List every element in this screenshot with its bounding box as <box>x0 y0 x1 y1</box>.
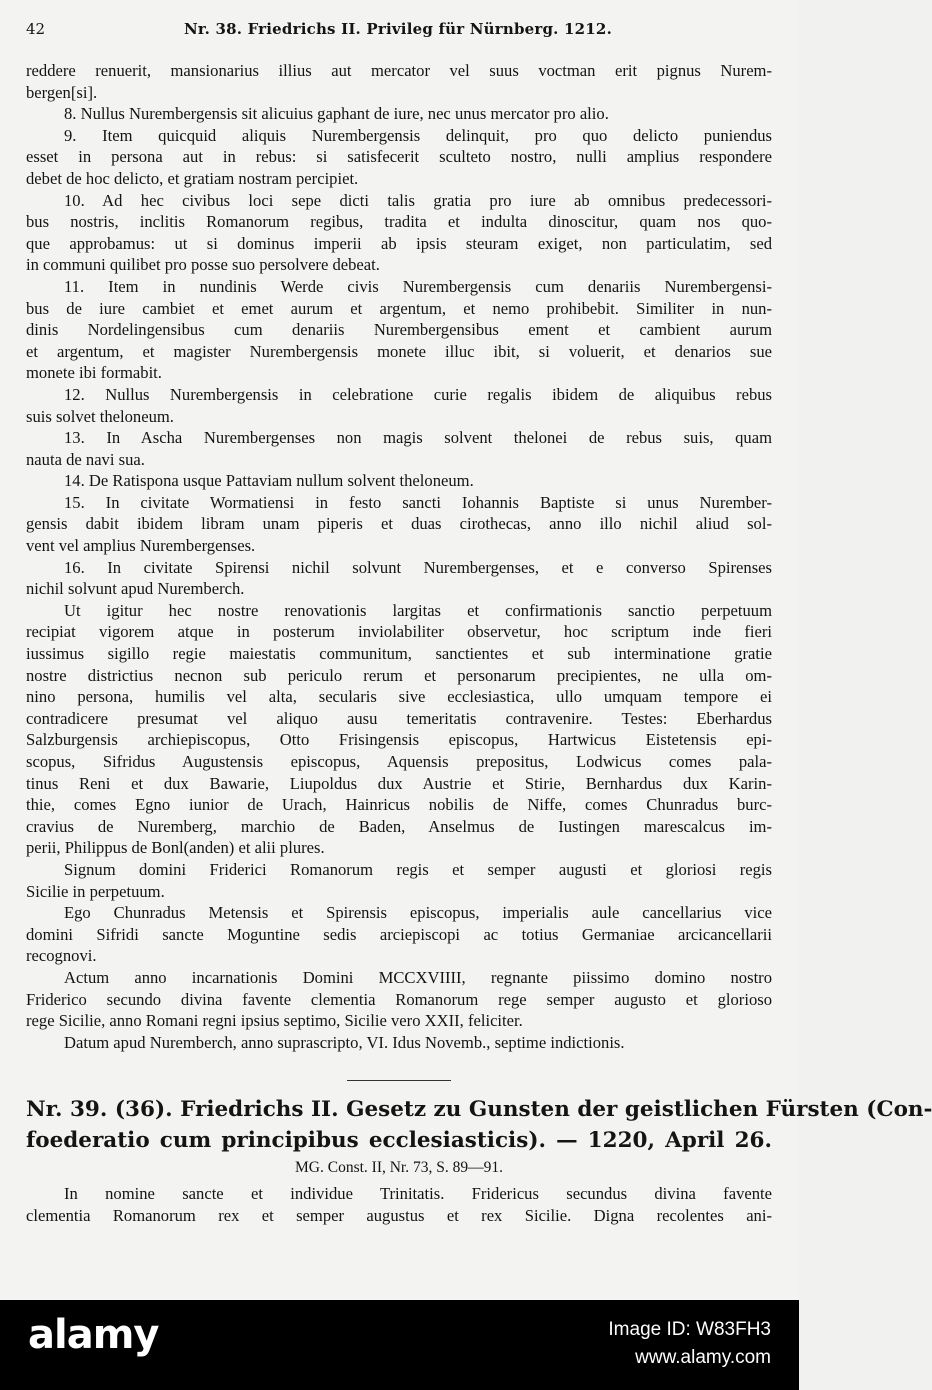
text-line: 14. De Ratispona usque Pattaviam nullum solvent theloneum. <box>64 471 474 491</box>
heading-line: Nr. 39. (36). Friedrichs II. Gesetz zu Gunsten der geistlichen Fürsten (Con- <box>26 1097 932 1122</box>
text-line: recognovi. <box>26 946 97 966</box>
text-line: contradicere presumat vel aliquo ausu temeritatis contravenire. Testes: Eberhardus <box>26 708 772 728</box>
page-number: 42 <box>26 20 46 38</box>
image-id: Image ID: W83FH3 <box>608 1319 771 1340</box>
text-line: perii, Philippus de Bonl(anden) et alii plures. <box>26 838 325 858</box>
text-line: In nomine sancte et individue Trinitatis. Fridericus secundus divina favente <box>64 1184 772 1203</box>
text-line: bergen[si]. <box>26 82 98 102</box>
site-url: www.alamy.com <box>635 1347 771 1368</box>
text-line: nauta de navi sua. <box>26 449 145 469</box>
document-38-body <box>26 60 772 1053</box>
text-line: Datum apud Nuremberch, anno suprascripto, VI. Idus Novemb., septime indictionis. <box>64 1032 625 1052</box>
document-39-heading <box>26 1094 932 1156</box>
text-line: bus de iure cambiet et emet aurum et argentum, et nemo prohibebit. Similiter in nun- <box>26 298 772 318</box>
text-line: 12. Nullus Nurembergensis in celebratione curie regalis ibidem de aliquibus rebus <box>64 384 772 404</box>
text-line: Friderico secundo divina favente clementia Romanorum rege semper augusto et glorioso <box>26 989 772 1009</box>
alamy-logo: alamy <box>28 1312 159 1358</box>
document-39 <box>26 1094 932 1227</box>
text-line: 10. Ad hec civibus loci sepe dicti talis gratia pro iure ab omnibus predecessori- <box>64 190 772 210</box>
text-line: 11. Item in nundinis Werde civis Nurembergensis cum denariis Nurembergensi- <box>64 276 772 296</box>
document-39-body <box>26 1183 772 1227</box>
text-line: reddere renuerit, mansionarius illius aut mercator vel suus voctman erit pignus Nurem- <box>26 61 772 80</box>
text-line: in communi quilibet pro posse suo persolvere debeat. <box>26 255 380 275</box>
text-line: scopus, Sifridus Augustensis episcopus, Aquensis prepositus, Lodwicus comes pala- <box>26 752 772 771</box>
heading-line: foederatio cum principibus ecclesiasticis). — 1220, April 26. <box>26 1128 772 1153</box>
text-line: Signum domini Friderici Romanorum regis et semper augusti et gloriosi regis <box>64 859 772 879</box>
running-title: Nr. 38. Friedrichs II. Privileg für Nürnberg. 1212. <box>184 20 612 38</box>
text-line: 8. Nullus Nurembergensis sit alicuius gaphant de iure, nec unus mercator pro alio. <box>64 104 609 124</box>
text-line: cravius de Nuremberg, marchio de Baden, Anselmus de Iustingen marescalcus im- <box>26 816 772 836</box>
text-line: thie, comes Egno iunior de Urach, Hainricus nobilis de Niffe, comes Chunradus burc- <box>26 795 772 815</box>
text-line: debet de hoc delicto, et gratiam nostram percipiet. <box>26 168 359 188</box>
text-line: nostre districtius necnon sub periculo rerum et personarum precipientes, ne ulla om- <box>26 665 772 685</box>
text-line: Salzburgensis archiepiscopus, Otto Frisingensis episcopus, Hartwicus Eistetensis epi- <box>26 730 772 750</box>
text-line: 13. In Ascha Nurembergenses non magis solvent thelonei de rebus suis, quam <box>64 428 772 448</box>
watermark-footer <box>0 1300 799 1390</box>
section-divider <box>347 1080 451 1081</box>
text-line: Sicilie in perpetuum. <box>26 881 165 901</box>
text-line: et argentum, et magister Nurembergensis monete illuc ibit, si voluerit, et denarios sue <box>26 341 772 361</box>
text-line: nichil solvunt apud Nuremberch. <box>26 579 245 599</box>
text-line: Ego Chunradus Metensis et Spirensis episcopus, imperialis aule cancellarius vice <box>64 903 772 923</box>
text-line: nino persona, humilis vel alta, secularis sive ecclesiastica, ullo umquam tempore ei <box>26 687 772 707</box>
text-line: clementia Romanorum rex et semper augustus et rex Sicilie. Digna recolentes ani- <box>26 1206 772 1225</box>
text-line: 9. Item quicquid aliquis Nurembergensis delinquit, pro quo delicto puniendus <box>64 125 772 145</box>
running-header <box>26 18 775 42</box>
source-reference: MG. Const. II, Nr. 73, S. 89—91. <box>295 1159 503 1176</box>
text-line: gensis dabit ibidem libram unam piperis et duas cirothecas, anno illo nichil aliud sol- <box>26 514 772 534</box>
text-line: 15. In civitate Wormatiensi in festo sancti Iohannis Baptiste si unus Nurember- <box>64 492 772 512</box>
text-line: bus nostris, inclitis Romanorum regibus, tradita et indulta dinoscitur, quam nos quo- <box>26 212 772 232</box>
image-info <box>608 1316 771 1372</box>
text-line: Actum anno incarnationis Domini MCCXVIIII, regnante piissimo domino nostro <box>64 967 772 987</box>
text-line: Ut igitur hec nostre renovationis largitas et confirmationis sanctio perpetuum <box>64 600 772 620</box>
text-line: esset in persona aut in rebus: si satisfecerit sculteto nostro, nulli amplius respondere <box>26 147 772 167</box>
text-line: suis solvet theloneum. <box>26 406 174 426</box>
text-line: tinus Reni et dux Bawarie, Liupoldus dux Austrie et Stirie, Bernhardus dux Karin- <box>26 773 772 793</box>
text-line: dinis Nordelingensibus cum denariis Nurembergensibus ement et cambient aurum <box>26 320 772 340</box>
text-line: que approbamus: ut si dominus imperii ab ipsis steuram exiget, non particulatim, sed <box>26 233 772 253</box>
text-line: rege Sicilie, anno Romani regni ipsius septimo, Sicilie vero XXII, feliciter. <box>26 1011 523 1031</box>
text-line: 16. In civitate Spirensi nichil solvunt Nurembergenses, et e converso Spirenses <box>64 557 772 577</box>
text-line: domini Sifridi sancte Moguntine sedis arciepiscopi ac totius Germaniae arcicancellarii <box>26 924 772 944</box>
text-line: iussimus sigillo regie maiestatis communitum, sanctientes et sub interminatione gratie <box>26 644 772 664</box>
text-line: monete ibi formabit. <box>26 363 162 383</box>
text-line: recipiat vigorem atque in posterum inviolabiliter observetur, hoc scriptum inde fieri <box>26 622 772 642</box>
text-line: vent vel amplius Nurembergenses. <box>26 536 256 556</box>
